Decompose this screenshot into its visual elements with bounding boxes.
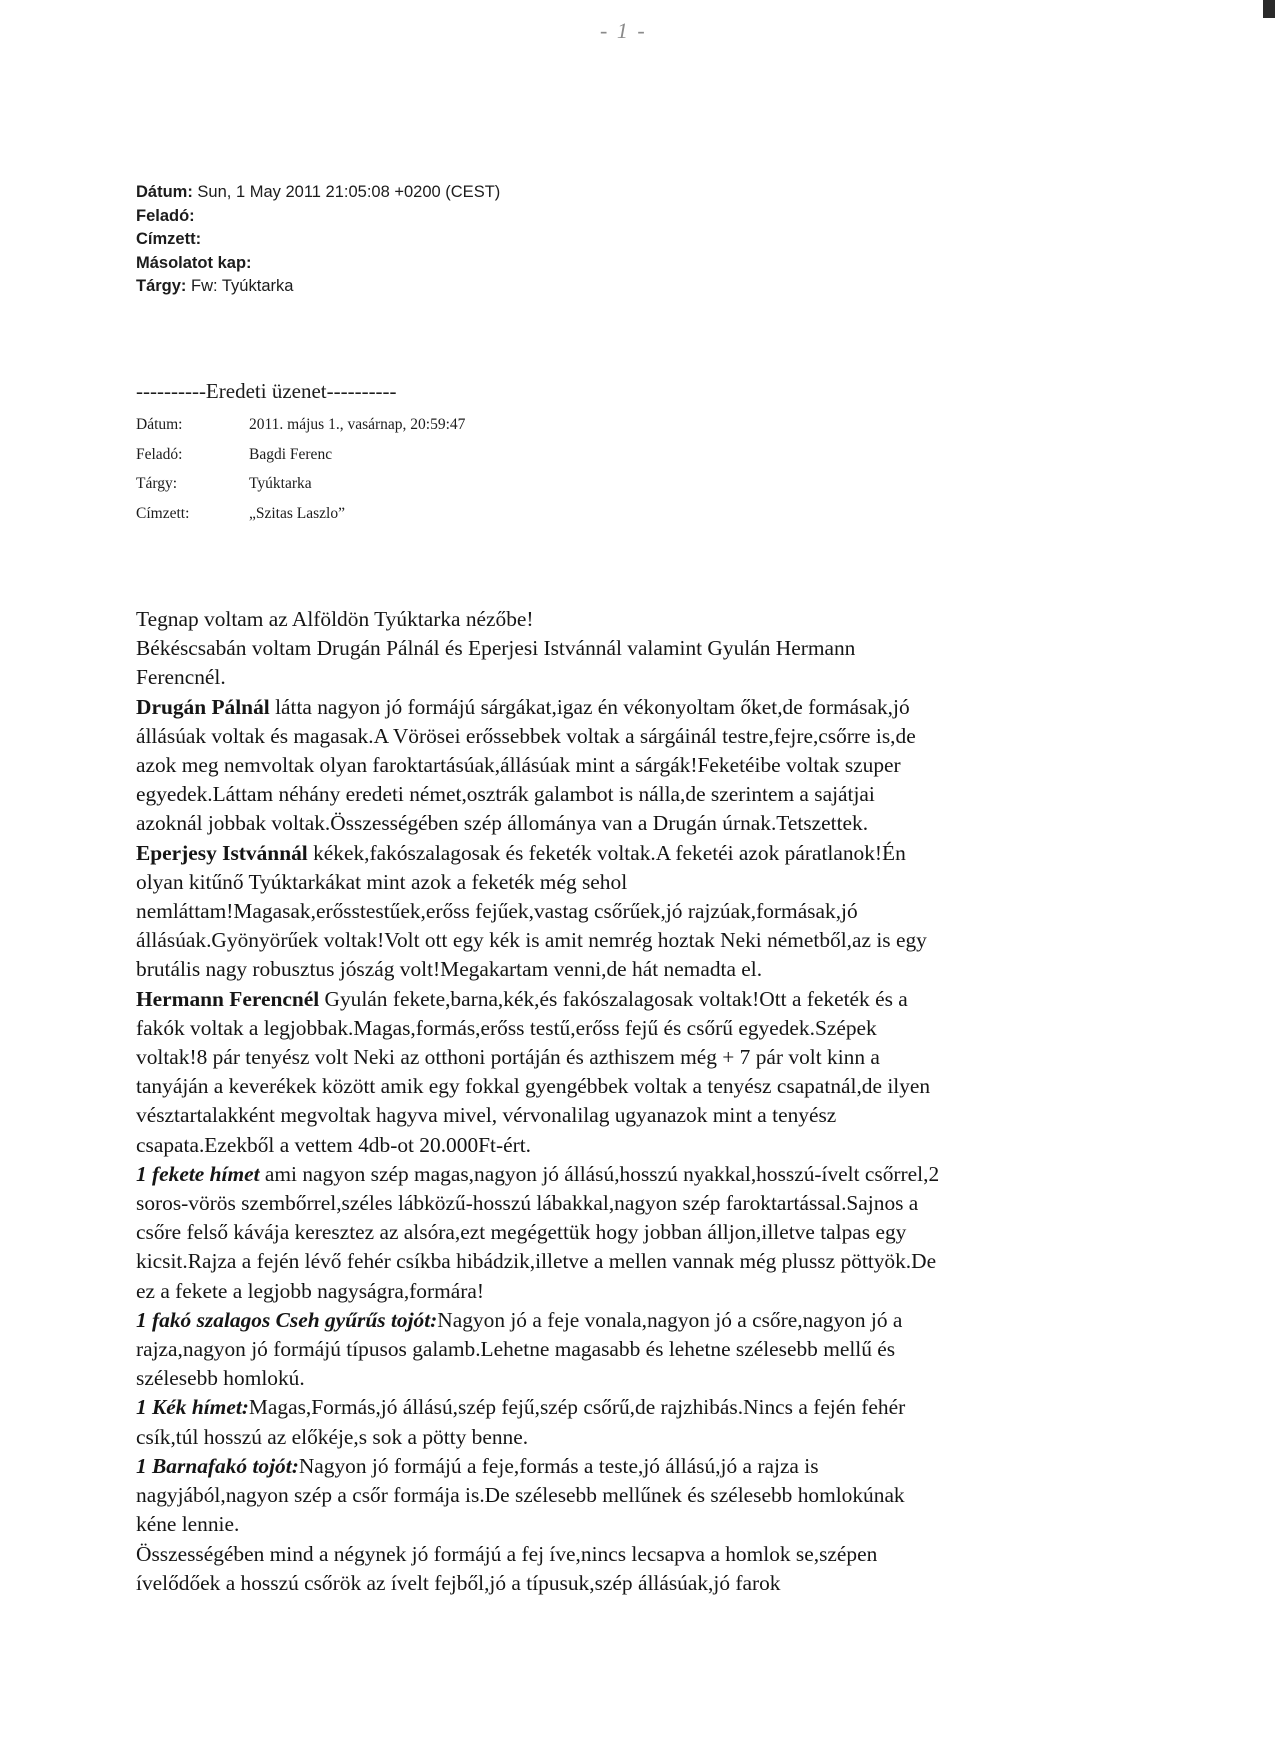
body-line: 1 fakó szalagos Cseh gyűrűs tojót:Nagyon jó a feje vonala,nagyon jó a csőre,nagyon jó a: [136, 1307, 903, 1332]
breeder-name: Hermann Ferencnél: [136, 986, 320, 1011]
body-line: kéne lennie.: [136, 1512, 240, 1537]
body-line: Drugán Pálnál látta nagyon jó formájú sárgákat,igaz én vékonyoltam őket,de formásak,jó: [136, 694, 910, 719]
header-to: [136, 228, 500, 252]
body-line: Összességében mind a négynek jó formájú a fej íve,nincs lecsapva a homlok se,szépen: [136, 1541, 878, 1566]
from-label: Feladó:: [136, 206, 195, 225]
to-label: Címzett:: [136, 230, 202, 248]
original-row-to: [136, 499, 465, 529]
body-line: Eperjesy Istvánnál kékek,fakószalagosak és feketék voltak.A feketéi azok páratlanok!Én: [136, 840, 906, 865]
subject-value: Fw: Tyúktarka: [186, 277, 294, 295]
message-body: [136, 605, 1136, 1598]
body-line: Ferencnél.: [136, 665, 226, 690]
body-line: nagyjából,nagyon szép a csőr formája is.De szélesebb mellűnek és szélesebb homlokúnak: [136, 1483, 905, 1508]
body-line: Békéscsabán voltam Drugán Pálnál és Eperjesi Istvánnál valamint Gyulán Hermann: [136, 636, 856, 661]
body-line: Hermann Ferencnél Gyulán fekete,barna,kék,és fakószalagosak voltak!Ott a feketék és a: [136, 986, 908, 1011]
original-row-from: [136, 440, 465, 470]
original-message-header: [136, 410, 465, 528]
body-line: ívelődőek a hosszú csőrök az ívelt fejből,jó a típusuk,szép állásúak,jó farok: [136, 1570, 781, 1595]
date-value: Sun, 1 May 2011 21:05:08 +0200 (CEST): [192, 183, 501, 201]
body-line: tanyáján a keverékek között amik egy fokkal gyengébbek voltak a tenyész csapatnál,de ilyen: [136, 1074, 931, 1099]
body-line: 1 Barnafakó tojót:Nagyon jó formájú a feje,formás a teste,jó állású,jó a rajza is: [136, 1453, 819, 1478]
header-date: [136, 181, 500, 205]
page-number: - 1 -: [600, 18, 647, 43]
body-line: csőre felső kávája keresztez az alsóra,ezt megégettük hogy jobban álljon,illetve talpas egy: [136, 1220, 907, 1245]
body-line: állásúak voltak és magasak.A Vörösei erőssebbek voltak a sárgáinál testre,fejre,csőrre is,de: [136, 723, 916, 748]
original-value: „Szitas Laszlo”: [249, 504, 345, 522]
original-label: Dátum:: [136, 416, 183, 433]
breeder-name: Eperjesy Istvánnál: [136, 840, 308, 865]
body-line: fakók voltak a legjobbak.Magas,formás,erőss testű,erőss fejű és csőrű egyedek.Szépek: [136, 1015, 877, 1040]
original-value: Bagdi Ferenc: [249, 445, 333, 463]
date-label: Dátum:: [136, 183, 193, 201]
body-line: azok meg nemvoltak olyan faroktartásúak,állásúak mint a sárgák!Feketéibe voltak szuper: [136, 753, 901, 778]
bird-heading: 1 fekete hímet: [136, 1161, 260, 1186]
body-line: voltak!8 pár tenyész volt Neki az otthoni portáján és azthiszem még + 7 pár volt kinn a: [136, 1045, 880, 1070]
cc-label: Másolatot kap:: [136, 253, 252, 272]
header-subject: [136, 275, 500, 299]
original-message-title: ----------Eredeti üzenet----------: [136, 379, 397, 403]
original-row-date: [136, 410, 465, 440]
body-line: olyan kitűnő Tyúktarkákat mint azok a feketék még sehol: [136, 869, 628, 894]
body-line: csík,túl hosszú az előkéje,s sok a pötty benne.: [136, 1424, 529, 1449]
body-line: 1 fekete hímet ami nagyon szép magas,nagyon jó állású,hosszú nyakkal,hosszú-ívelt csőrrel,2: [136, 1161, 940, 1186]
original-value: 2011. május 1., vasárnap, 20:59:47: [249, 416, 466, 433]
email-header: [136, 181, 500, 299]
body-line: szélesebb homlokú.: [136, 1366, 305, 1391]
original-row-subject: [136, 469, 465, 499]
body-line: csapata.Ezekből a vettem 4db-ot 20.000Ft-ért.: [136, 1132, 532, 1157]
original-label: Feladó:: [136, 445, 183, 463]
original-label: Címzett:: [136, 504, 190, 522]
body-line: vésztartalakként megvoltak hagyva mivel, vérvonalilag ugyanazok mint a tenyész: [136, 1103, 837, 1128]
original-label: Tárgy:: [136, 475, 178, 492]
body-line: 1 Kék hímet:Magas,Formás,jó állású,szép fejű,szép csőrű,de rajzhibás.Nincs a fején fehér: [136, 1395, 906, 1420]
header-from: [136, 205, 500, 229]
body-line: nemláttam!Magasak,erősstestűek,erőss fejűek,vastag csőrűek,jó rajzúak,formásak,jó: [136, 899, 858, 924]
body-line: rajza,nagyon jó formájú típusos galamb.Lehetne magasabb és lehetne szélesebb mellű és: [136, 1337, 896, 1362]
original-value: Tyúktarka: [249, 475, 312, 492]
body-line: állásúak.Gyönyörűek voltak!Volt ott egy kék is amit nemrég hoztak Neki németből,az is egy: [136, 928, 927, 953]
bird-heading: 1 Barnafakó tojót:: [136, 1453, 299, 1478]
body-line: ez a fekete a legjobb nagyságra,formára!: [136, 1278, 484, 1303]
header-cc: [136, 252, 500, 276]
subject-label: Tárgy:: [136, 277, 187, 295]
bird-heading: 1 Kék hímet:: [136, 1395, 249, 1420]
body-line: azoknál jobbak voltak.Összességében szép állománya van a Drugán úrnak.Tetszettek.: [136, 811, 869, 836]
body-line: brutális nagy robusztus jószág volt!Megakartam venni,de hát nemadta el.: [136, 957, 763, 982]
scan-edge-mark: [1263, 0, 1275, 18]
body-line: kicsit.Rajza a fején lévő fehér csíkba hibádzik,illetve a mellen vannak még plussz pöttyök.De: [136, 1249, 937, 1274]
body-line: egyedek.Láttam néhány eredeti német,osztrák galambot is nálla,de szerintem a sajátjai: [136, 782, 875, 807]
body-line: Tegnap voltam az Alföldön Tyúktarka nézőbe!: [136, 607, 534, 631]
body-line: soros-vörös szembőrrel,széles lábközű-hosszú lábakkal,nagyon szép faroktartással.Sajnos a: [136, 1191, 919, 1216]
breeder-name: Drugán Pálnál: [136, 694, 270, 719]
bird-heading: 1 fakó szalagos Cseh gyűrűs tojót:: [136, 1307, 438, 1332]
